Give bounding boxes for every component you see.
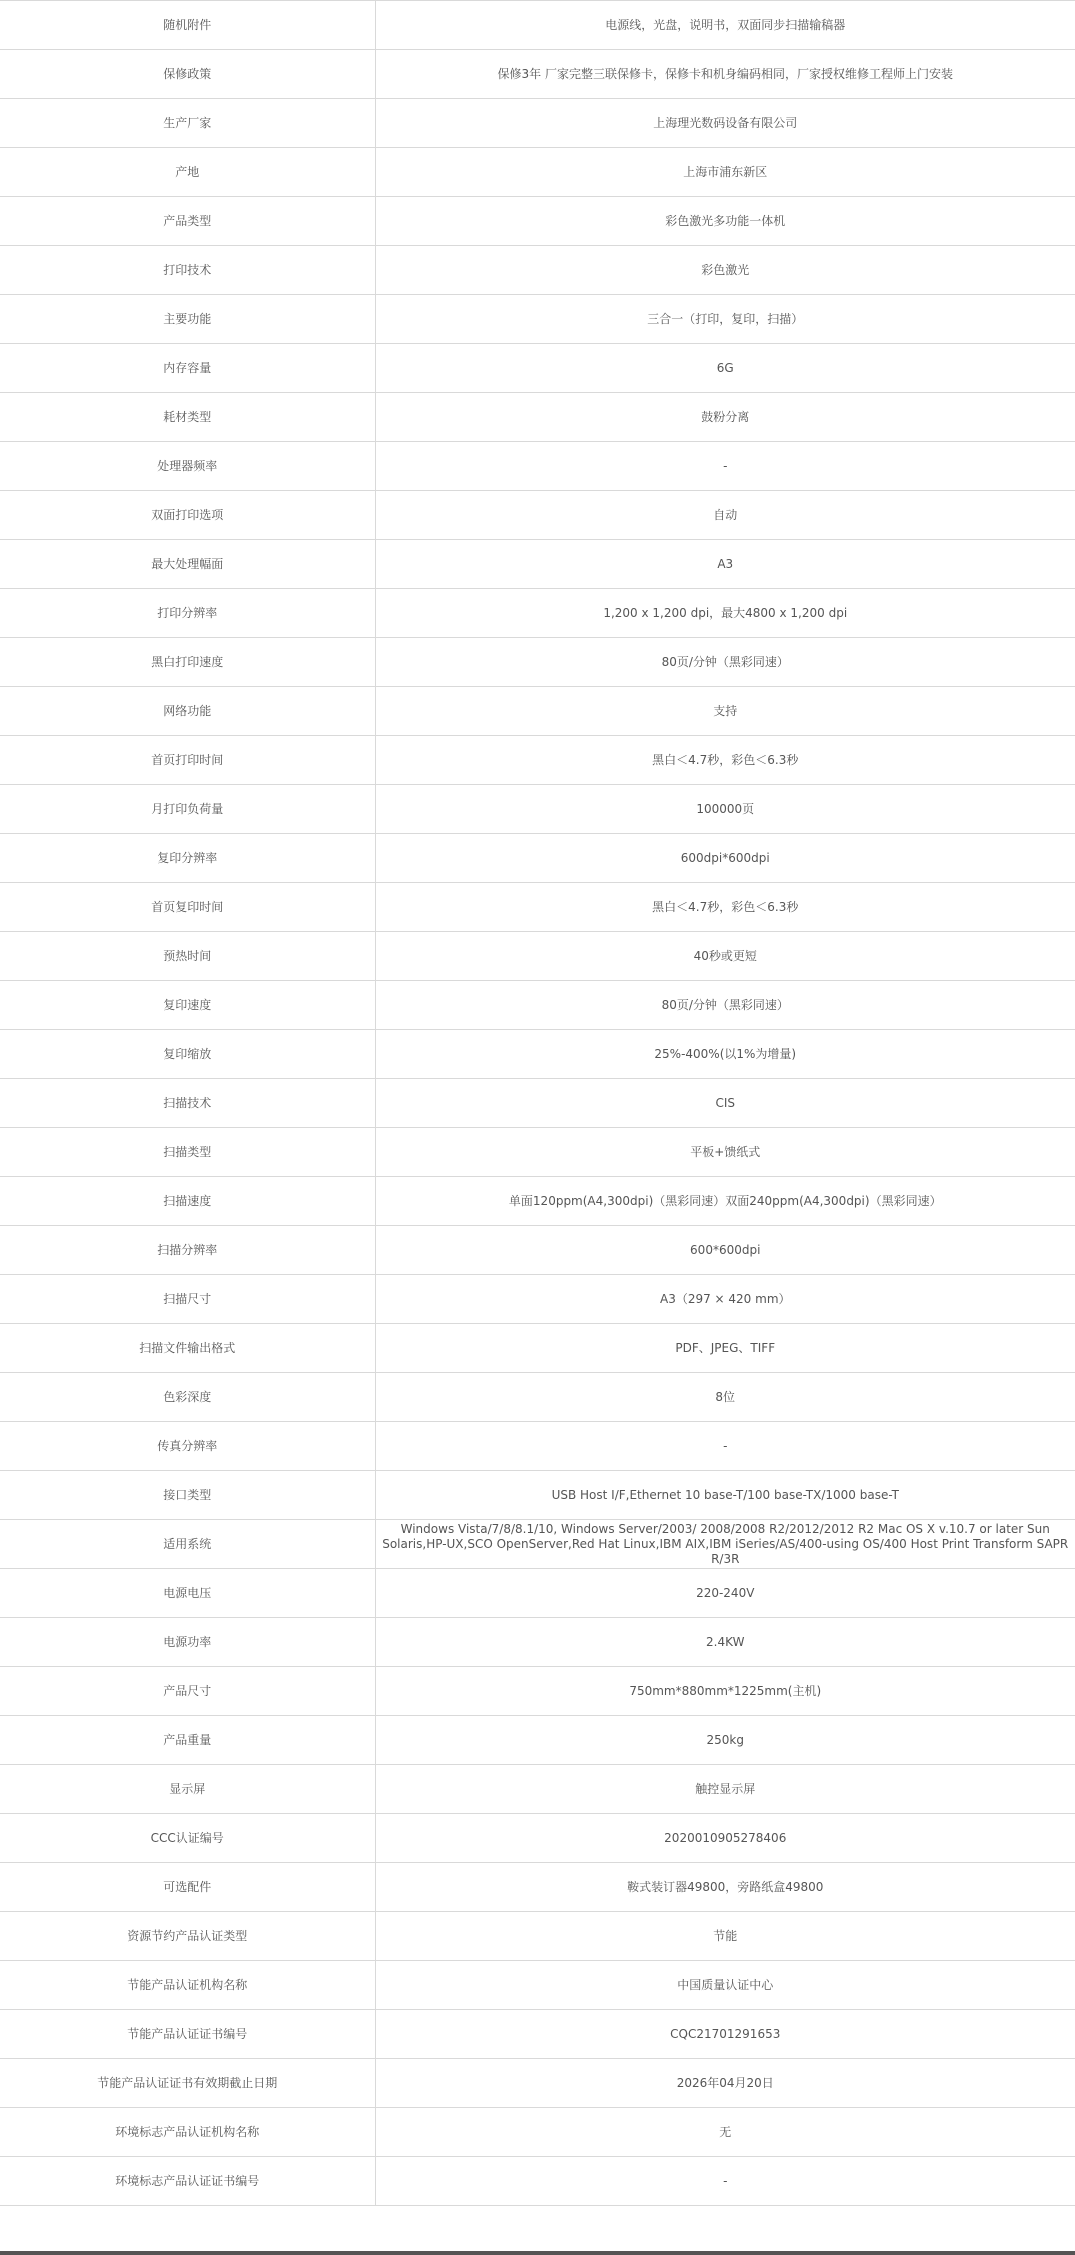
spec-label: 色彩深度 [0, 1373, 375, 1422]
spec-row [0, 2157, 1075, 2206]
spec-row [0, 1275, 1075, 1324]
spec-value: 自动 [375, 491, 1075, 540]
spec-row [0, 638, 1075, 687]
spec-value: 600dpi*600dpi [375, 834, 1075, 883]
spec-label: 扫描速度 [0, 1177, 375, 1226]
spec-row [0, 1471, 1075, 1520]
spec-label: 主要功能 [0, 295, 375, 344]
spec-row [0, 981, 1075, 1030]
spec-row [0, 1177, 1075, 1226]
spec-value: 100000页 [375, 785, 1075, 834]
spec-row [0, 1765, 1075, 1814]
bottom-divider [0, 2251, 1075, 2255]
spec-value: 三合一（打印，复印，扫描） [375, 295, 1075, 344]
spec-row [0, 344, 1075, 393]
spec-value: 6G [375, 344, 1075, 393]
spec-value: 触控显示屏 [375, 1765, 1075, 1814]
spec-value: 600*600dpi [375, 1226, 1075, 1275]
spec-label: 生产厂家 [0, 99, 375, 148]
spec-row [0, 393, 1075, 442]
spec-label: 扫描尺寸 [0, 1275, 375, 1324]
spec-label: 网络功能 [0, 687, 375, 736]
spec-label: 首页复印时间 [0, 883, 375, 932]
spec-row [0, 2010, 1075, 2059]
spec-label: 产地 [0, 148, 375, 197]
spec-value: 保修3年 厂家完整三联保修卡，保修卡和机身编码相同，厂家授权维修工程师上门安装 [375, 50, 1075, 99]
spec-row [0, 148, 1075, 197]
spec-row [0, 1373, 1075, 1422]
spec-value: Windows Vista/7/8/8.1/10, Windows Server/2003/ 2008/2008 R2/2012/2012 R2 Mac OS X v.10.7 or later Sun Solaris,HP-UX,SCO OpenServer,Red Hat Linux,IBM AIX,IBM iSeries/AS/400-using OS/400 Host Print Transform SAPR R/3R [375, 1520, 1075, 1569]
spec-row [0, 1, 1075, 50]
spec-value: 鞍式装订器49800，旁路纸盒49800 [375, 1863, 1075, 1912]
spec-value: 彩色激光多功能一体机 [375, 197, 1075, 246]
spec-label: 保修政策 [0, 50, 375, 99]
spec-value: 黑白＜4.7秒，彩色＜6.3秒 [375, 736, 1075, 785]
spec-value: - [375, 2157, 1075, 2206]
spec-row [0, 2108, 1075, 2157]
spec-value: 黑白＜4.7秒，彩色＜6.3秒 [375, 883, 1075, 932]
spec-row [0, 834, 1075, 883]
spec-value: 40秒或更短 [375, 932, 1075, 981]
spec-label: 节能产品认证机构名称 [0, 1961, 375, 2010]
spec-value: USB Host I/F,Ethernet 10 base-T/100 base-TX/1000 base-T [375, 1471, 1075, 1520]
spec-label: 耗材类型 [0, 393, 375, 442]
spec-value: 支持 [375, 687, 1075, 736]
spec-label: 环境标志产品认证机构名称 [0, 2108, 375, 2157]
spec-row [0, 1569, 1075, 1618]
spec-value: 80页/分钟（黑彩同速） [375, 638, 1075, 687]
spec-label: 黑白打印速度 [0, 638, 375, 687]
spec-row [0, 2059, 1075, 2108]
spec-value: 8位 [375, 1373, 1075, 1422]
spec-label: CCC认证编号 [0, 1814, 375, 1863]
spec-label: 传真分辨率 [0, 1422, 375, 1471]
spec-value: 2026年04月20日 [375, 2059, 1075, 2108]
spec-row [0, 1863, 1075, 1912]
spec-row [0, 295, 1075, 344]
spec-value: 2020010905278406 [375, 1814, 1075, 1863]
spec-label: 复印分辨率 [0, 834, 375, 883]
spec-value: - [375, 442, 1075, 491]
spec-row [0, 1814, 1075, 1863]
spec-row [0, 1030, 1075, 1079]
spec-row [0, 1912, 1075, 1961]
spec-value: 1,200 x 1,200 dpi，最大4800 x 1,200 dpi [375, 589, 1075, 638]
spec-row [0, 246, 1075, 295]
spec-value: 彩色激光 [375, 246, 1075, 295]
spec-label: 电源电压 [0, 1569, 375, 1618]
spec-value: 节能 [375, 1912, 1075, 1961]
spec-value: 电源线，光盘，说明书，双面同步扫描输稿器 [375, 1, 1075, 50]
spec-label: 环境标志产品认证证书编号 [0, 2157, 375, 2206]
spec-value: 25%-400%(以1%为增量) [375, 1030, 1075, 1079]
spec-row [0, 1961, 1075, 2010]
spec-value: 2.4KW [375, 1618, 1075, 1667]
spec-value: 750mm*880mm*1225mm(主机) [375, 1667, 1075, 1716]
spec-label: 最大处理幅面 [0, 540, 375, 589]
spec-row [0, 1079, 1075, 1128]
spec-value: 鼓粉分离 [375, 393, 1075, 442]
spec-label: 处理器频率 [0, 442, 375, 491]
spec-row [0, 50, 1075, 99]
spec-row [0, 197, 1075, 246]
spec-value: A3（297 × 420 mm） [375, 1275, 1075, 1324]
spec-row [0, 1422, 1075, 1471]
spec-value: 上海市浦东新区 [375, 148, 1075, 197]
spec-label: 复印缩放 [0, 1030, 375, 1079]
spec-label: 产品尺寸 [0, 1667, 375, 1716]
spec-row [0, 1716, 1075, 1765]
spec-value: 单面120ppm(A4,300dpi)（黑彩同速）双面240ppm(A4,300dpi)（黑彩同速） [375, 1177, 1075, 1226]
spec-row [0, 491, 1075, 540]
spec-row [0, 540, 1075, 589]
spec-row [0, 687, 1075, 736]
spec-value: 上海理光数码设备有限公司 [375, 99, 1075, 148]
spec-row [0, 785, 1075, 834]
spec-row [0, 1226, 1075, 1275]
spec-label: 双面打印选项 [0, 491, 375, 540]
spec-label: 接口类型 [0, 1471, 375, 1520]
spec-value: 220-240V [375, 1569, 1075, 1618]
spec-value: 中国质量认证中心 [375, 1961, 1075, 2010]
spec-label: 适用系统 [0, 1520, 375, 1569]
spec-label: 节能产品认证证书编号 [0, 2010, 375, 2059]
spec-label: 打印技术 [0, 246, 375, 295]
spec-row [0, 883, 1075, 932]
spec-value: 80页/分钟（黑彩同速） [375, 981, 1075, 1030]
spec-label: 扫描类型 [0, 1128, 375, 1177]
spec-row [0, 1128, 1075, 1177]
spec-label: 扫描技术 [0, 1079, 375, 1128]
spec-label: 扫描分辨率 [0, 1226, 375, 1275]
spec-value: 250kg [375, 1716, 1075, 1765]
spec-row [0, 1520, 1075, 1569]
spec-row [0, 932, 1075, 981]
spec-row [0, 1324, 1075, 1373]
spec-label: 节能产品认证证书有效期截止日期 [0, 2059, 375, 2108]
spec-value: CIS [375, 1079, 1075, 1128]
spec-label: 复印速度 [0, 981, 375, 1030]
spec-label: 首页打印时间 [0, 736, 375, 785]
spec-row [0, 736, 1075, 785]
spec-label: 预热时间 [0, 932, 375, 981]
spec-label: 可选配件 [0, 1863, 375, 1912]
spec-value: CQC21701291653 [375, 2010, 1075, 2059]
spec-row [0, 442, 1075, 491]
spec-row [0, 1618, 1075, 1667]
spec-value: - [375, 1422, 1075, 1471]
spec-value: PDF、JPEG、TIFF [375, 1324, 1075, 1373]
spec-label: 打印分辨率 [0, 589, 375, 638]
spec-label: 内存容量 [0, 344, 375, 393]
spec-label: 显示屏 [0, 1765, 375, 1814]
spec-label: 电源功率 [0, 1618, 375, 1667]
spec-label: 产品重量 [0, 1716, 375, 1765]
spec-row [0, 1667, 1075, 1716]
spec-label: 月打印负荷量 [0, 785, 375, 834]
spec-row [0, 99, 1075, 148]
spec-value: 平板+馈纸式 [375, 1128, 1075, 1177]
spec-value: A3 [375, 540, 1075, 589]
spec-row [0, 589, 1075, 638]
spec-label: 随机附件 [0, 1, 375, 50]
spec-table-body [0, 1, 1075, 2206]
spec-label: 资源节约产品认证类型 [0, 1912, 375, 1961]
spec-label: 扫描文件输出格式 [0, 1324, 375, 1373]
spec-value: 无 [375, 2108, 1075, 2157]
spec-label: 产品类型 [0, 197, 375, 246]
